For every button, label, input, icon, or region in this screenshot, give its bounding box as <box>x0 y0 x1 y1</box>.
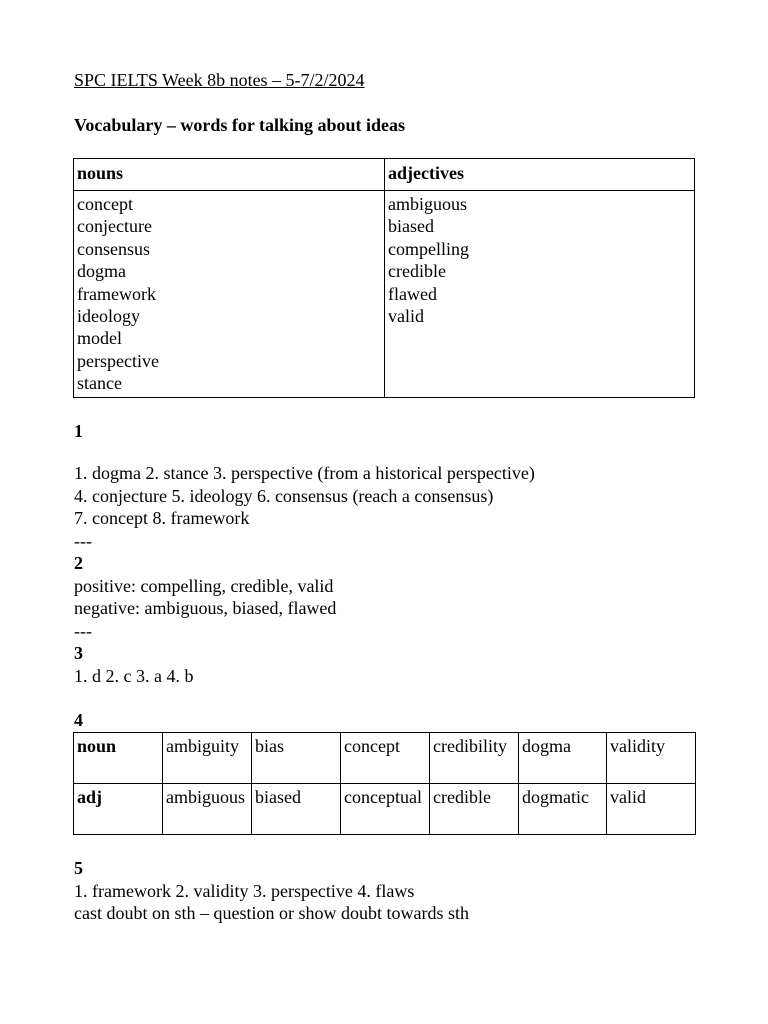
vocab-header-nouns: nouns <box>74 159 385 191</box>
vocab-nouns-cell <box>74 191 385 398</box>
noun-item: dogma <box>77 261 126 282</box>
section-5-number: 5 <box>74 858 83 878</box>
section-2-line: negative: ambiguous, biased, flawed <box>74 598 337 618</box>
adj-form-cell: dogmatic <box>519 784 607 835</box>
noun-item: perspective <box>77 350 159 371</box>
separator: --- <box>74 621 92 641</box>
adj-form-cell: biased <box>252 784 341 835</box>
word-forms-table <box>73 732 696 835</box>
noun-item: model <box>77 328 122 349</box>
adjective-item: valid <box>388 306 424 327</box>
adjective-item: credible <box>388 261 446 282</box>
section-5-line: cast doubt on sth – question or show doubt towards sth <box>74 903 469 923</box>
section-1-number: 1 <box>74 421 83 441</box>
adj-form-cell: conceptual <box>341 784 430 835</box>
adj-form-cell: valid <box>607 784 696 835</box>
vocab-table <box>73 158 695 398</box>
section-1-line: 1. dogma 2. stance 3. perspective (from a historical perspective) <box>74 463 535 483</box>
noun-form-cell: ambiguity <box>163 733 252 784</box>
adjective-item: flawed <box>388 283 437 304</box>
noun-form-cell: dogma <box>519 733 607 784</box>
vocab-table-header-row <box>74 159 695 191</box>
vocab-header-adjectives: adjectives <box>385 159 695 191</box>
row-label-noun: noun <box>74 733 163 784</box>
adj-form-cell: credible <box>430 784 519 835</box>
noun-item: concept <box>77 194 133 214</box>
section-5-line: 1. framework 2. validity 3. perspective 4. flaws <box>74 881 415 901</box>
noun-form-cell: credibility <box>430 733 519 784</box>
section-1-line: 4. conjecture 5. ideology 6. consensus (reach a consensus) <box>74 486 494 506</box>
noun-form-cell: bias <box>252 733 341 784</box>
section-3-number: 3 <box>74 643 83 663</box>
adj-form-cell: ambiguous <box>163 784 252 835</box>
row-label-adj: adj <box>74 784 163 835</box>
adjective-item: compelling <box>388 238 469 259</box>
noun-item: stance <box>77 373 122 394</box>
section-1-line: 7. concept 8. framework <box>74 508 250 528</box>
word-forms-adj-row <box>74 784 696 835</box>
section-2-number: 2 <box>74 553 83 573</box>
noun-item: consensus <box>77 238 150 259</box>
separator: --- <box>74 531 92 551</box>
section-3-line: 1. d 2. c 3. a 4. b <box>74 666 194 686</box>
adjective-item: biased <box>388 216 434 237</box>
vocab-heading: Vocabulary – words for talking about ideas <box>74 115 406 135</box>
word-forms-noun-row <box>74 733 696 784</box>
section-4-number: 4 <box>74 710 83 730</box>
noun-item: conjecture <box>77 216 152 237</box>
vocab-table-body-row <box>74 191 695 398</box>
section-2-line: positive: compelling, credible, valid <box>74 576 334 596</box>
page-title: SPC IELTS Week 8b notes – 5-7/2/2024 <box>74 70 365 90</box>
noun-item: framework <box>77 283 156 304</box>
noun-item: ideology <box>77 306 140 327</box>
noun-form-cell: concept <box>341 733 430 784</box>
adjective-item: ambiguous <box>388 194 467 214</box>
vocab-adjectives-cell <box>385 191 695 398</box>
noun-form-cell: validity <box>607 733 696 784</box>
